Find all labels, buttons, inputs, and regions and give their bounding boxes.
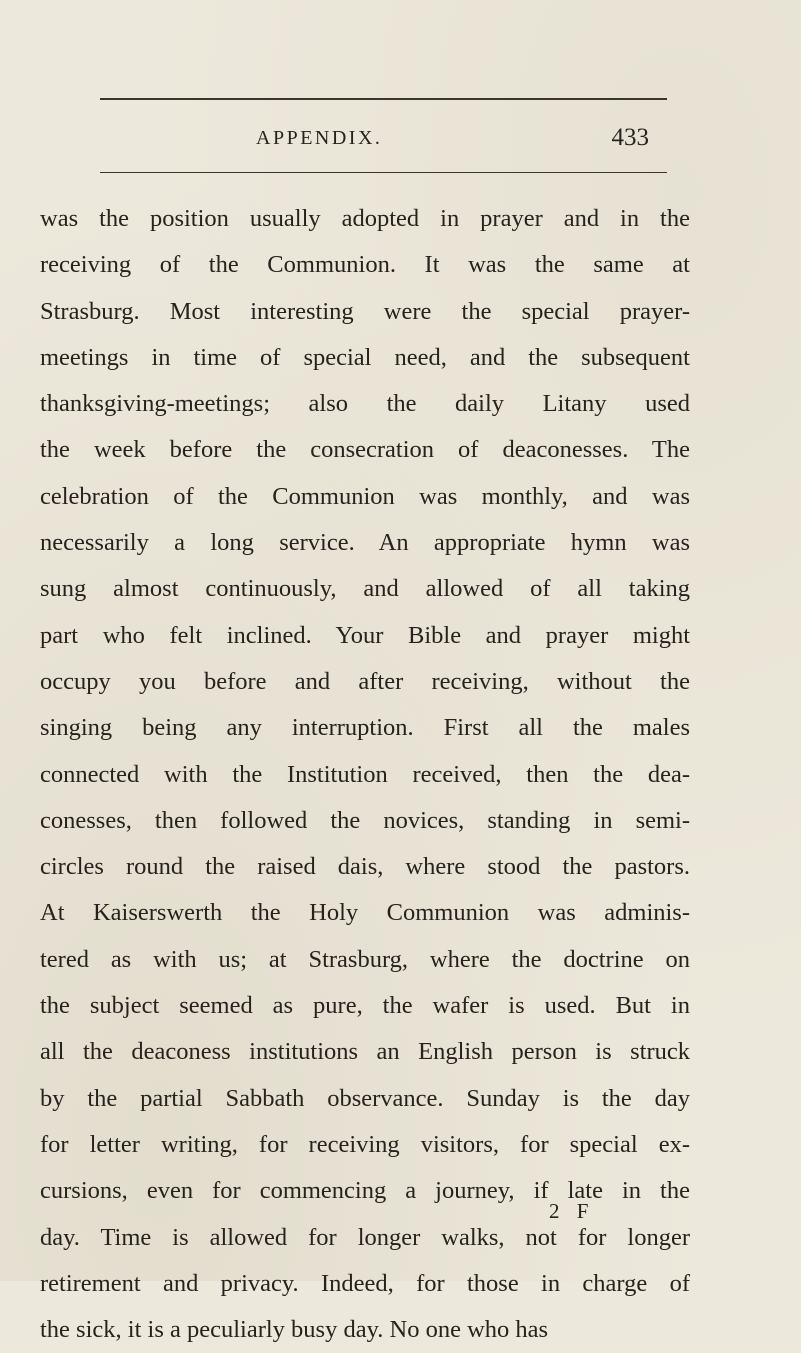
text-line: the subject seemed as pure, the wafer is used. But in <box>40 992 690 1020</box>
text-line: the sick, it is a peculiarly busy day. No one who has <box>40 1316 549 1344</box>
text-line: receiving of the Communion. It was the same at <box>40 251 690 279</box>
running-head <box>100 118 667 158</box>
text-line: retirement and privacy. Indeed, for those in charge of <box>40 1269 690 1297</box>
running-title: APPENDIX. <box>256 127 383 149</box>
text-line: occupy you before and after receiving, without the <box>40 667 690 695</box>
body-text <box>40 196 690 1353</box>
text-line: the week before the consecration of deaconesses. The <box>40 436 690 464</box>
page-number: 433 <box>611 124 649 151</box>
text-line: necessarily a long service. An appropriate hymn was <box>40 529 690 557</box>
text-line: was the position usually adopted in prayer and in the <box>40 205 690 232</box>
text-line: circles round the raised dais, where stood the pastors. <box>40 853 690 881</box>
text-line: sung almost continuously, and allowed of all taking <box>40 575 690 603</box>
text-line: part who felt inclined. Your Bible and prayer might <box>40 621 690 649</box>
text-line: all the deaconess institutions an English person is struck <box>40 1038 690 1066</box>
text-line: cursions, even for commencing a journey, if late in the <box>40 1177 690 1205</box>
text-line: meetings in time of special need, and the subsequent <box>40 343 690 371</box>
text-line: thanksgiving-meetings; also the daily Litany used <box>40 390 690 418</box>
text-line: tered as with us; at Strasburg, where the doctrine on <box>40 945 690 973</box>
signature-mark: 2 F <box>549 1199 595 1223</box>
top-rule <box>100 98 667 100</box>
text-line: for letter writing, for receiving visitors, for special ex- <box>40 1130 690 1158</box>
text-line: celebration of the Communion was monthly, and was <box>40 482 690 510</box>
text-line: singing being any interruption. First all the males <box>40 714 690 742</box>
text-line: connected with the Institution received, then the dea- <box>40 760 690 788</box>
text-line: At Kaiserswerth the Holy Communion was adminis- <box>40 899 690 927</box>
text-line: Strasburg. Most interesting were the special prayer- <box>40 297 690 325</box>
text-line: day. Time is allowed for longer walks, not for longer <box>40 1223 690 1251</box>
text-line: by the partial Sabbath observance. Sunday is the day <box>40 1084 690 1112</box>
header-rule <box>100 172 667 173</box>
text-line: conesses, then followed the novices, standing in semi- <box>40 806 690 834</box>
